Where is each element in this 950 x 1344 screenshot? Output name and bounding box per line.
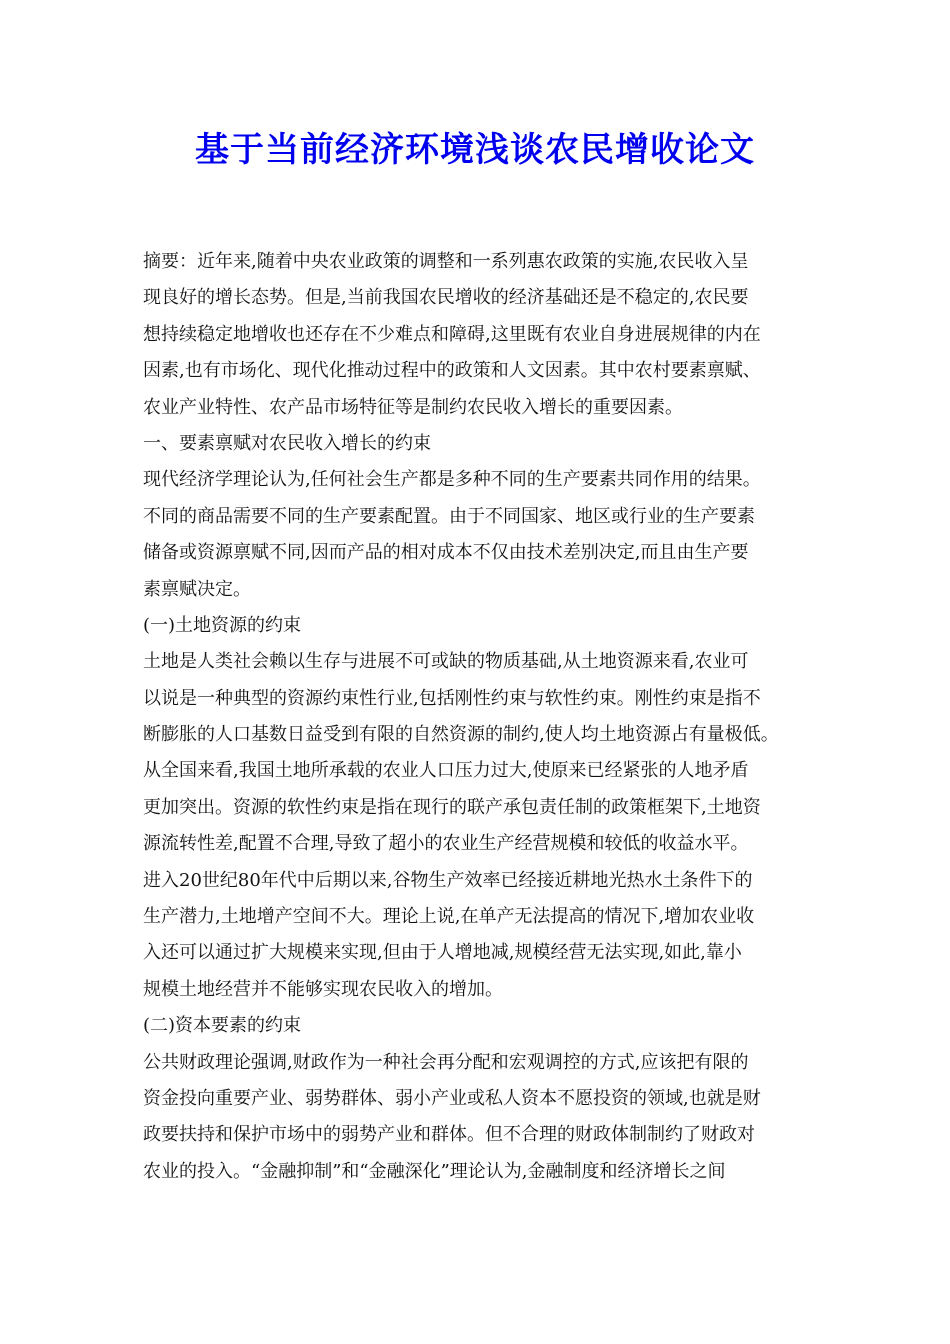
text-line: 现良好的增长态势。但是,当前我国农民增收的经济基础还是不稳定的,农民要 xyxy=(143,287,749,309)
text-line: 想持续稳定地增收也还存在不少难点和障碍,这里既有农业自身进展规律的内在 xyxy=(143,323,761,345)
text-line: 更加突出。资源的软性约束是指在现行的联产承包责任制的政策框架下,土地资 xyxy=(143,796,761,818)
text-line: 进入20世纪80年代中后期以来,谷物生产效率已经接近耕地光热水土条件下的 xyxy=(143,869,753,891)
text-line: 不同的商品需要不同的生产要素配置。由于不同国家、地区或行业的生产要素 xyxy=(143,505,755,527)
document-body xyxy=(143,244,823,1190)
text-line: 规模土地经营并不能够实现农民收入的增加。 xyxy=(143,978,503,1000)
text-line: 土地是人类社会赖以生存与进展不可或缺的物质基础,从土地资源来看,农业可 xyxy=(143,651,749,673)
text-line: 农业的投入。“金融抑制”和“金融深化”理论认为,金融制度和经济增长之间 xyxy=(143,1160,726,1182)
subsection-heading: (一)土地资源的约束 xyxy=(143,614,302,636)
text-line: 源流转性差,配置不合理,导致了超小的农业生产经营规模和较低的收益水平。 xyxy=(143,833,749,855)
text-line: 资金投向重要产业、弱势群体、弱小产业或私人资本不愿投资的领域,也就是财 xyxy=(143,1087,761,1109)
text-line: 公共财政理论强调,财政作为一种社会再分配和宏观调控的方式,应该把有限的 xyxy=(143,1051,749,1073)
text-line: 断膨胀的人口基数日益受到有限的自然资源的制约,使人均土地资源占有量极低。 xyxy=(143,724,779,746)
text-line: 入还可以通过扩大规模来实现,但由于人增地减,规模经营无法实现,如此,靠小 xyxy=(143,942,742,964)
text-line: 现代经济学理论认为,任何社会生产都是多种不同的生产要素共同作用的结果。 xyxy=(143,469,761,491)
text-line: 生产潜力,土地增产空间不大。理论上说,在单产无法提高的情况下,增加农业收 xyxy=(143,906,755,928)
subsection-heading: (二)资本要素的约束 xyxy=(143,1015,302,1037)
document-title: 基于当前经济环境浅谈农民增收论文 xyxy=(195,130,755,170)
text-line: 储备或资源禀赋不同,因而产品的相对成本不仅由技术差别决定,而且由生产要 xyxy=(143,542,749,564)
text-line: 因素,也有市场化、现代化推动过程中的政策和人文因素。其中农村要素禀赋、 xyxy=(143,360,761,382)
text-line: 摘要：近年来,随着中央农业政策的调整和一系列惠农政策的实施,农民收入呈 xyxy=(143,251,749,272)
section-heading: 一、要素禀赋对农民收入增长的约束 xyxy=(143,432,431,454)
text-line: 政要扶持和保护市场中的弱势产业和群体。但不合理的财政体制制约了财政对 xyxy=(143,1124,755,1146)
text-line: 从全国来看,我国土地所承载的农业人口压力过大,使原来已经紧张的人地矛盾 xyxy=(143,760,749,782)
text-line: 以说是一种典型的资源约束性行业,包括刚性约束与软性约束。刚性约束是指不 xyxy=(143,687,761,709)
text-line: 农业产业特性、农产品市场特征等是制约农民收入增长的重要因素。 xyxy=(143,396,683,418)
text-line: 素禀赋决定。 xyxy=(143,578,251,600)
